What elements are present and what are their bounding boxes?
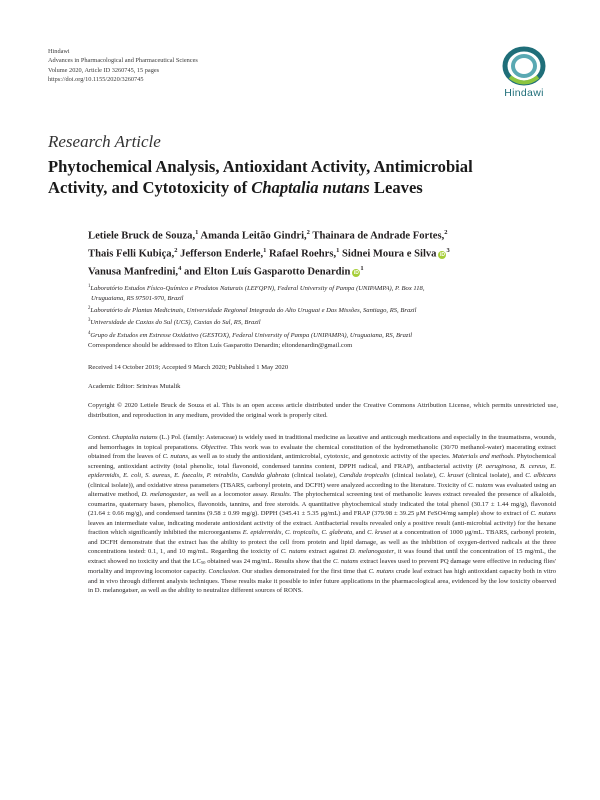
affiliation: $^2$Laboratório de Plantas Medicinais, Universidade Regional Integrada do Alto Uruguai e Das Missões, Santiago, RS, Brazil (88, 306, 417, 315)
affiliation: $^1$Laboratório Estudos Físico-Químico e Produtos Naturais (LEFQPN), Federal University of Pampa (UNIPAMPA), P. Box 118, (88, 284, 425, 293)
author-line-1: Letiele Bruck de Souza,$^1$ Amanda Leitão Gindri,$^2$ Thainara de Andrade Fortes,$^2$ (88, 229, 448, 242)
academic-editor: Academic Editor: Srinivas Mutalik (88, 383, 181, 390)
article-title (48, 156, 568, 198)
affiliation: $^4$Grupo de Estudos em Estresse Oxidativo (GESTOX), Federal University of Pampa (UNIPAMPA), Uruguaiana, RS, Brazil (88, 330, 413, 339)
author-line-3: Vanusa Manfredini,$^4$ and Elton Luís Gasparotto Denardin $iD^1$ (88, 265, 364, 278)
article-type: Research Article (48, 132, 161, 151)
publisher-name: Hindawi (48, 48, 70, 55)
volume-info: Volume 2020, Article ID 3260745, 15 pages (48, 66, 160, 74)
dates: Received 14 October 2019; Accepted 9 March 2020; Published 1 May 2020 (88, 364, 289, 371)
journal-name: Advances in Pharmacological and Pharmaceutical Sciences (48, 57, 198, 65)
abstract: Context. Chaptalia nutans (L.) Pol. (family: Asteraceae) is widely used in traditional medicine as laxative and anticough medications and especially in the traumatisms, wounds, and hemorrhages in topical preparations. Objective. This work was to evaluate the chemical constitution of the hydromethanolic (30/70 methanol-water) macerating extract obtained from the leaves of C. nutans, as well as to study the antioxidant, antimicrobial, cytotoxic, and genotoxic activity of the species. Materials and methods. Phytochemical screening, antioxidant activity (total phenolic, total flavonoid, condensed tannins content, DPPH radical, and FRAP), antibacterial activity (P. aeruginosa, B. cereus, E. epidermidis, E. coli, S. aureus, E. faecalis, P. mirabilis, Candida glabrata (clinical isolate), Candida tropicalis (clinical isolate), C. krusei (clinical isolate), and C. albicans (clinical isolate)), and oxidative stress parameters (TBARS, carbonyl protein, and DCFH) were analyzed according to the literature. Toxicity of C. nutans was evaluated using an alternative method, D. melanogaster, as well as a locomotor assay. Results. The phytochemical screening test of methanolic leaves extract revealed the presence of alkaloids, coumarins, quaternary bases, phenolics, flavonoids, tannins, and free steroids. A quantitative phytochemical study indicated the total phenol (30.17 ± 1.44 mg/g), flavonoid (21.64 ± 0.66 mg/g), and condensed tannins (9.58 ± 0.99 mg/g). DPPH (345.41 ± 5.35 μg/mL) and FRAP (379.98 ± 39.25 μM FeSO4/mg sample) show to extract of C. nutans leaves an intermediate value, indicating moderate antioxidant activity of the extract. Antibacterial results revealed only a positive result (anti-microbial activity) for the hexane fraction which significantly inhibited the microorganisms E. epidermidis, C. tropicalis, C. glabrata, and C. krusei at a concentration of 1000 μg/mL. TBARS, carbonyl protein, and DCFH demonstrate that the extract has the ability to protect the cell from protein and lipid damage, as well as the inhibition of oxygen-derived radicals at the three concentrations tested: 0.1, 1, and 10 mg/mL. Regarding the toxicity of C. nutans extract against D. melanogaster, it was found that until the concentration of 15 mg/mL, the extract showed no toxicity and that the $LC_{50}$ obtained was 24 mg/mL. Results show that the C. nutans extract leaves used to prevent PQ damage were effective in reducing flies' mortality and improving locomotor capacity. Conclusion. Our studies demonstrated for the first time that C. nutans crude leaf extract has high antioxidant capacity both in vitro and in vivo through different analysis techniques. These results make it possible to infer future applications in the pharmacological area, evidenced by the low toxicity observed in D. melanogatser, as well as the ability to neutralize different sources of RONS. (88, 434, 557, 594)
journal-header (48, 47, 198, 84)
orcid-icon[interactable]: iD (439, 251, 445, 258)
logo-wordmark: Hindawi (504, 87, 544, 99)
title-species: Chaptalia nutans (251, 178, 370, 197)
doi-link[interactable]: https://doi.org/10.1155/2020/3260745 (48, 75, 144, 83)
author-line-2: Thais Felli Kubiça,$^2$ Jefferson Enderle,$^1$ Rafael Roehrs,$^1$ Sidnei Moura e Silva $iD^3$ (88, 247, 450, 260)
title-line-2: Activity, and Cytotoxicity of Chaptalia nutans Leaves (48, 178, 423, 197)
author-list (88, 226, 568, 280)
correspondence: Correspondence should be addressed to Elton Luís Gasparotto Denardin; eltondenardin@gmail.com (88, 342, 353, 349)
title-line-1: Phytochemical Analysis, Antioxidant Activity, Antimicrobial (48, 157, 473, 176)
affiliation: $^3$Universidade de Caxias do Sul (UCS), Caxias do Sul, RS, Brazil (88, 318, 261, 327)
orcid-icon[interactable]: iD (353, 269, 359, 276)
affiliations (88, 282, 558, 341)
copyright: Copyright © 2020 Letiele Bruck de Souza et al. This is an open access article distributed under the Creative Commons Attribution License, which permits unrestricted use, distribution, and reproduction in any medium, provided the original work is properly cited. (88, 402, 558, 419)
affiliation: Uruguaiana, RS 97501-970, Brazil (91, 295, 184, 303)
hindawi-logo-icon (502, 46, 546, 86)
hindawi-logo[interactable] (495, 46, 553, 106)
